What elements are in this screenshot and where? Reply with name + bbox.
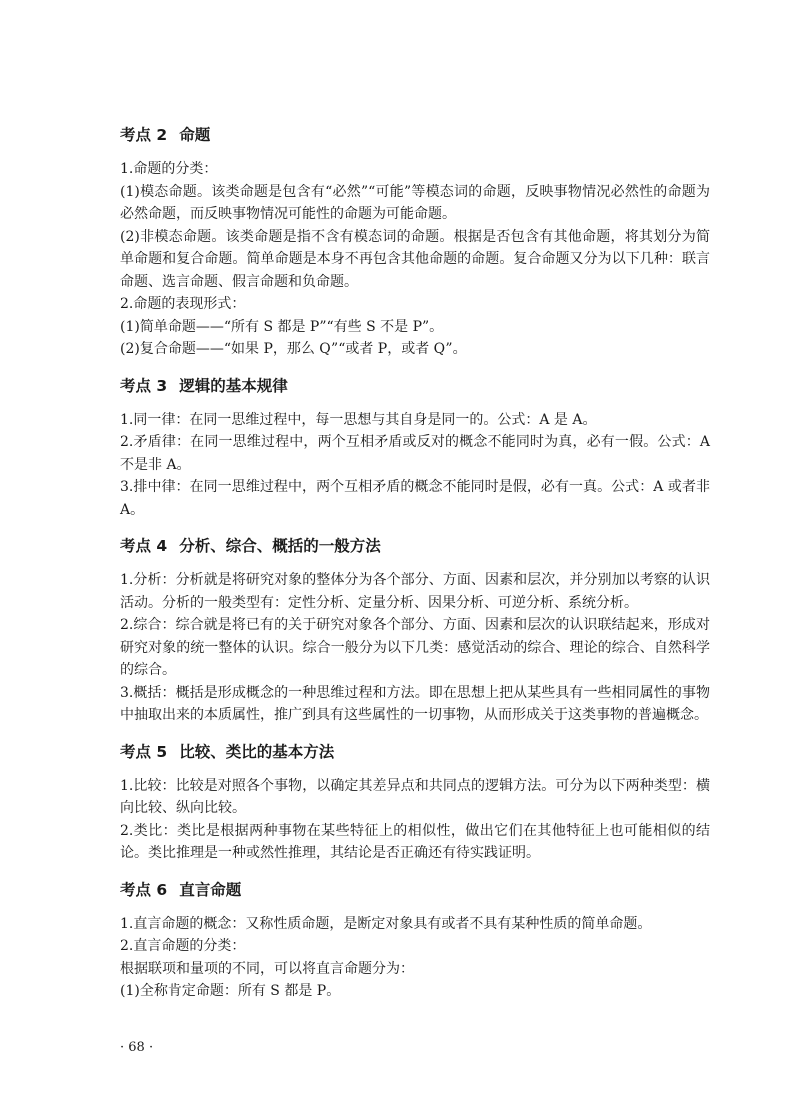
paragraph: 1.分析：分析就是将研究对象的整体分为各个部分、方面、因素和层次，并分别加以考察的认识活动。分析的一般类型有：定性分析、定量分析、因果分析、可逆分析、系统分析。 — [120, 572, 710, 611]
section-heading-prefix: 考点 3 — [120, 376, 168, 395]
paragraph: 2.矛盾律：在同一思维过程中，两个互相矛盾或反对的概念不能同时为真，必有一假。公式：A 不是非 A。 — [120, 434, 710, 473]
paragraph: (1)全称肯定命题：所有 S 都是 P。 — [120, 983, 341, 999]
paragraph: 3.概括：概括是形成概念的一种思维过程和方法。即在思想上把从某些具有一些相同属性的事物中抽取出来的本质属性，推广到具有这些属性的一切事物，从而形成关于这类事物的普遍概念。 — [120, 684, 710, 723]
section-heading-prefix: 考点 2 — [120, 126, 168, 144]
paragraph: 根据联项和量项的不同，可以将直言命题分为： — [120, 960, 414, 977]
page-content — [120, 124, 710, 1003]
section-heading-title: 分析、综合、概括的一般方法 — [179, 537, 381, 555]
section-comparison-analogy — [120, 741, 710, 865]
section-heading-title: 比较、类比的基本方法 — [179, 742, 335, 761]
section-categorical-propositions — [120, 879, 710, 1003]
paragraph: (1)简单命题——“所有 S 都是 P”“有些 S 不是 P”。 — [120, 318, 444, 335]
section-heading-prefix: 考点 6 — [120, 880, 168, 899]
section-heading-title: 逻辑的基本规律 — [179, 376, 288, 395]
section-gap — [120, 361, 710, 375]
section-heading — [120, 741, 710, 763]
page-number: · 68 · — [120, 1040, 154, 1055]
paragraph: 1.直言命题的概念：又称性质命题，是断定对象具有或者不具有某种性质的简单命题。 — [120, 915, 652, 932]
section-gap — [120, 727, 710, 741]
section-propositions — [120, 124, 710, 361]
paragraph: 2.命题的表现形式： — [120, 296, 246, 312]
section-heading-title: 命题 — [179, 126, 211, 144]
section-heading — [120, 879, 710, 901]
section-analysis-synthesis-generalization — [120, 535, 710, 727]
paragraph: (1)模态命题。该类命题是包含有“必然”“可能”等模态词的命题，反映事物情况必然性的命题为必然命题，而反映事物情况可能性的命题为可能命题。 — [120, 183, 710, 222]
paragraph: 1.同一律：在同一思维过程中，每一思想与其自身是同一的。公式：A 是 A。 — [120, 411, 597, 428]
section-heading — [120, 375, 710, 397]
paragraph: (2)复合命题——“如果 P，那么 Q”“或者 P，或者 Q”。 — [120, 341, 467, 357]
paragraph: (2)非模态命题。该类命题是指不含有模态词的命题。根据是否包含有其他命题，将其划分为简单命题和复合命题。简单命题是本身不再包含其他命题的命题。复合命题又分为以下几种：联言命题、选言命题、假言命题和负命题。 — [120, 228, 710, 290]
section-gap — [120, 865, 710, 879]
section-basic-laws-of-logic — [120, 375, 710, 522]
paragraph: 2.类比：类比是根据两种事物在某些特征上的相似性，做出它们在其他特征上也可能相似的结论。类比推理是一种或然性推理，其结论是否正确还有待实践证明。 — [120, 822, 710, 861]
paragraph: 2.直言命题的分类： — [120, 938, 246, 954]
section-heading — [120, 124, 710, 146]
paragraph: 2.综合：综合就是将已有的关于研究对象各个部分、方面、因素和层次的认识联结起来，形成对研究对象的统一整体的认识。综合一般分为以下几类：感觉活动的综合、理论的综合、自然科学的综合。 — [120, 617, 710, 678]
paragraph: 1.命题的分类： — [120, 161, 218, 177]
section-heading-title: 直言命题 — [179, 880, 242, 899]
section-heading-prefix: 考点 5 — [120, 742, 168, 761]
section-heading — [120, 535, 710, 557]
section-heading-prefix: 考点 4 — [120, 537, 168, 555]
paragraph: 1.比较：比较是对照各个事物，以确定其差异点和共同点的逻辑方法。可分为以下两种类型：横向比较、纵向比较。 — [120, 777, 710, 816]
section-gap — [120, 521, 710, 535]
paragraph: 3.排中律：在同一思维过程中，两个互相矛盾的概念不能同时是假，必有一真。公式：A 或者非 A。 — [120, 479, 710, 518]
